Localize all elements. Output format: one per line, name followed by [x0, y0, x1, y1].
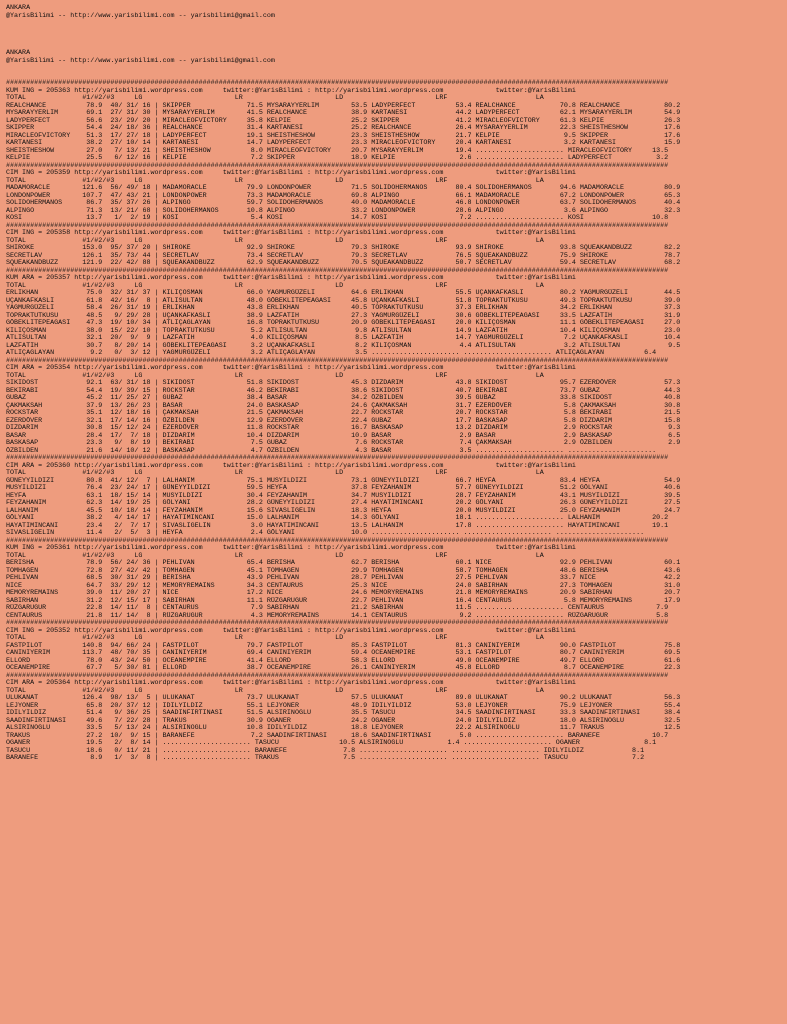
- horse-row: MEMORYREMAINS 39.0 11/ 20/ 27 | NICE 17.2 NICE 24.6 MEMORYREMAINS 21.8 MEMORYREMAINS 20.9 SABIRHAN 20.7: [6, 589, 681, 597]
- column-header-line: TOTAL #1/#2/#3 LG LR LD LRF LA: [6, 551, 544, 560]
- section-divider: #####################################################################################################################################################################: [6, 619, 669, 627]
- section-divider: #####################################################################################################################################################################: [6, 356, 669, 365]
- horse-row: GÖBEKLITEPEAGASI 47.3 19/ 10/ 34 | ATLIÇAGLAYAN 16.8 TOPRAKTUTKUSU 20.9 GÖBEKLITEPEAGASI 20.0 KILIÇOSMAN 11.1 GÖBEKLITEPEAGASI 27.0: [6, 319, 681, 327]
- horse-row: LONDONPOWER 107.7 47/ 43/ 21 | LONDONPOWER 73.3 MADAMORACLE 69.8 ALPINGO 66.1 MADAMORACLE 67.2 LONDONPOWER 65.3: [6, 191, 681, 200]
- horse-row: MYSARAYYERLIM 69.1 27/ 31/ 30 | MYSARAYYERLIM 41.5 REALCHANCE 38.9 KARTANESI 44.2 LADYPERFECT 62.1 MYSARAYYERLIM 54.9: [6, 109, 681, 117]
- horse-row: LEJYONER 65.8 20/ 37/ 12 | IDILYILDIZ 55.1 LEJYONER 48.9 IDILYILDIZ 53.0 LEJYONER 75.9 LEJYONER 55.4: [6, 701, 681, 710]
- horse-row: SOLIDOHERMANOS 86.7 35/ 37/ 26 | ALPINGO 59.7 SOLIDOHERMANOS 40.0 MADAMORACLE 46.8 LONDONPOWER 63.7 SOLIDOHERMANOS 40.4: [6, 199, 681, 207]
- race-header-line: KUM ING = 205361 http://yarisbilimi.wordpress.com twitter:@YarisBilimi : http://yarisbilimi.wordpress.com twitter:@YarisBilimi: [6, 544, 576, 552]
- horse-row: BERISHA 78.9 56/ 24/ 36 | PEHLIVAN 65.4 BERISHA 62.7 BERISHA 60.1 NICE 92.9 PEHLIVAN 60.1: [6, 559, 681, 567]
- section-divider: #####################################################################################################################################################################: [6, 536, 669, 545]
- section-divider: #####################################################################################################################################################################: [6, 454, 669, 462]
- race-header-line: KUM ARA = 205357 http://yarisbilimi.wordpress.com twitter:@YarisBilimi : http://yarisbilimi.wordpress.com twitter:@YarisBilimi: [6, 274, 576, 282]
- horse-row: ERLIKHAN 75.0 32/ 31/ 37 | KILIÇOSMAN 66.0 YAGMURGÜZELI 64.6 ERLIKHAN 55.5 UÇANKAFKASLI 80.2 YAGMURGÜZELI 44.5: [6, 289, 681, 297]
- horse-row: YAGMURGÜZELI 58.4 26/ 31/ 19 | ERLIKHAN 43.8 ERLIKHAN 40.5 TOPRAKTUTKUSU 37.3 ERLIKHAN 34.2 ERLIKHAN 37.3: [6, 304, 681, 312]
- section-divider: #####################################################################################################################################################################: [6, 671, 669, 680]
- horse-row: LAZFATIH 30.7 8/ 20/ 14 | GÖBEKLITEPEAGASI 3.2 UÇANKAFKASLI 8.2 KILIÇOSMAN 4.4 ATLISULTAN 3.2 ATLISULTAN 9.5: [6, 341, 681, 350]
- section-divider: #####################################################################################################################################################################: [6, 221, 669, 230]
- horse-row: NICE 64.7 33/ 29/ 12 | MEMORYREMAINS 34.3 CENTAURUS 25.3 NICE 24.0 SABIRHAN 27.3 TOMHAGEN 31.0: [6, 581, 681, 590]
- horse-row: CENTAURUS 21.8 11/ 14/ 8 | RÜZGARUGUR 4.3 MEMORYREMAINS 14.1 CENTAURUS 9.2 ...................... RÜZGARUGUR 5.8: [6, 611, 669, 620]
- horse-row: PEHLIVAN 68.5 30/ 31/ 29 | BERISHA 43.9 PEHLIVAN 28.7 PEHLIVAN 27.5 PEHLIVAN 33.7 NICE 42.2: [6, 574, 681, 582]
- column-header-line: TOTAL #1/#2/#3 LG LR LD LRF LA: [6, 236, 544, 245]
- horse-row: HEYFA 63.1 18/ 15/ 14 | MUSYILDIZI 30.4 FEYZAHANIM 34.7 MUSYILDIZI 28.7 FEYZAHANIM 43.1 MUSYILDIZI 39.5: [6, 491, 681, 500]
- column-header-line: TOTAL #1/#2/#3 LG LR LD LRF LA: [6, 176, 544, 185]
- blank-line: [6, 28, 680, 36]
- horse-row: BASKASAP 23.3 9/ 8/ 19 | BEKIRABI 7.5 GUBAZ 7.6 ROCKSTAR 7.4 ÇAKMAKSAH 2.9 ÖZBILDEN 2.9: [6, 439, 681, 447]
- horse-row: GUBAZ 45.2 11/ 25/ 27 | GUBAZ 38.4 BASAR 34.2 ÖZBILDEN 39.5 GUBAZ 33.8 SIKIDOST 40.8: [6, 394, 681, 402]
- section-divider: #####################################################################################################################################################################: [6, 79, 669, 87]
- horse-row: MADAMORACLE 121.6 56/ 49/ 18 | MADAMORACLE 79.9 LONDONPOWER 71.5 SOLIDOHERMANOS 80.4 SOLIDOHERMANOS 94.6 MADAMORACLE 80.9: [6, 184, 681, 192]
- blank-line: [6, 43, 680, 51]
- horse-row: FASTPILOT 140.8 94/ 66/ 24 | FASTPILOT 79.7 FASTPILOT 85.3 FASTPILOT 81.3 CANINIYERIM 90.0 FASTPILOT 75.8: [6, 641, 681, 650]
- column-header-line: TOTAL #1/#2/#3 LG LR LD LRF LA: [6, 686, 544, 695]
- horse-row: ULUKANAT 126.4 98/ 13/ 5 | ULUKANAT 73.7 ULUKANAT 57.5 ULUKANAT 89.0 ULUKANAT 90.2 ULUKANAT 56.3: [6, 694, 681, 702]
- horse-row: SKIPPER 54.4 24/ 18/ 36 | REALCHANCE 31.4 KARTANESI 25.2 REALCHANCE 26.4 MYSARAYYERLIM 22.3 SHEISTHESHOW 17.6: [6, 124, 681, 132]
- contact-line: @YarisBilimi -- http://www.yarisbilimi.com -- yarisbilimi@gmail.com: [6, 11, 275, 20]
- contact-line: @YarisBilimi -- http://www.yarisbilimi.com -- yarisbilimi@gmail.com: [6, 56, 275, 65]
- horse-row: RÜZGARUGUR 22.8 14/ 11/ 8 | CENTAURUS 7.9 SABIRHAN 21.2 SABIRHAN 11.5 ...................... CENTAURUS 7.9: [6, 604, 669, 612]
- horse-row: TASUCU 18.6 0/ 11/ 21 | ...................... BARANEFE 7.8 ...................... ...................... IDILYILDIZ 8.1: [6, 746, 645, 755]
- horse-row: ÖZBILDEN 21.6 14/ 10/ 12 | BASKASAP 4.7 ÖZBILDEN 4.3 BASAR 3.5 ...................... ......................: [6, 446, 657, 455]
- horse-row: TRAKUS 27.2 10/ 9/ 15 | BARANEFE 7.2 SAADINFIRTINASI 18.6 SAADINFIRTINASI 5.0 ...................... BARANEFE 10.7: [6, 731, 669, 740]
- city-title: ANKARA: [6, 4, 31, 12]
- horse-row: HAYATIMINCANI 23.4 2/ 7/ 17 | SIVASLIGELIN 3.0 HAYATIMINCANI 13.5 LALHANIM 17.8 ...................... HAYATIMINCANI 19.1: [6, 521, 669, 530]
- column-header-line: TOTAL #1/#2/#3 LG LR LD LRF LA: [6, 94, 544, 102]
- horse-row: ALSIRINOGLU 33.5 5/ 13/ 24 | ALSIRINOGLU 10.8 IDILYILDIZ 18.8 LEJYONER 22.2 ALSIRINOGLU 11.7 TRAKUS 12.5: [6, 724, 681, 732]
- horse-row: ATLISULTAN 32.1 20/ 9/ 9 | LAZFATIH 4.0 KILIÇOSMAN 8.5 LAZFATIH 14.7 YAGMURGÜZELI 7.2 UÇANKAFKASLI 10.4: [6, 334, 681, 342]
- horse-row: TOMHAGEN 72.8 27/ 42/ 42 | TOMHAGEN 45.1 TOMHAGEN 29.9 TOMHAGEN 58.7 TOMHAGEN 48.6 BERISHA 43.6: [6, 566, 681, 575]
- horse-row: ROCKSTAR 35.1 12/ 18/ 16 | ÇAKMAKSAH 21.5 ÇAKMAKSAH 22.7 ROCKSTAR 20.7 ROCKSTAR 5.8 BEKIRABI 21.5: [6, 409, 681, 417]
- race-header-line: CIM ING = 205359 http://yarisbilimi.wordpress.com twitter:@YarisBilimi : http://yarisbilimi.wordpress.com twitter:@YarisBilimi: [6, 169, 576, 177]
- horse-row: OCEANEMPIRE 67.7 5/ 30/ 81 | ELLORD 38.7 OCEANEMPIRE 26.1 CANINIYERIM 45.8 ELLORD 8.7 OCEANEMPIRE 22.3: [6, 664, 681, 672]
- horse-row: MUSYILDIZI 76.4 23/ 24/ 17 | GÜNEYYILDIZI 59.5 HEYFA 37.8 FEYZAHANIM 57.7 GÜNEYYILDIZI 51.2 GÖLYANI 40.6: [6, 484, 681, 492]
- horse-row: ELLORD 78.0 43/ 24/ 50 | OCEANEMPIRE 41.4 ELLORD 58.3 ELLORD 49.0 OCEANEMPIRE 49.7 ELLORD 61.6: [6, 656, 681, 665]
- race-header-line: CIM ARA = 205354 http://yarisbilimi.wordpress.com twitter:@YarisBilimi : http://yarisbilimi.wordpress.com twitter:@YarisBilimi: [6, 364, 576, 372]
- horse-row: FEYZAHANIM 62.3 14/ 19/ 25 | GÖLYANI 28.2 GÜNEYYILDIZI 27.4 HAYATIMINCANI 20.2 GÖLYANI 26.3 GÜNEYYILDIZI 27.5: [6, 499, 681, 507]
- horse-row: BEKIRABI 54.4 19/ 39/ 15 | ROCKSTAR 46.2 BEKIRABI 38.6 SIKIDOST 40.7 BEKIRABI 73.7 GUBAZ 44.3: [6, 386, 681, 395]
- blank-line: [6, 20, 680, 28]
- horse-row: GÜNEYYILDIZI 80.8 41/ 12/ 7 | LALHANIM 75.1 MUSYILDIZI 73.1 GÜNEYYILDIZI 66.7 HEYFA 83.4 HEYFA 54.9: [6, 476, 681, 485]
- race-results-document: [6, 5, 680, 763]
- race-header-line: CIM ARA = 205364 http://yarisbilimi.wordpress.com twitter:@YarisBilimi : http://yarisbilimi.wordpress.com twitter:@YarisBilimi: [6, 679, 576, 687]
- race-header-line: CIM ARA = 205360 http://yarisbilimi.wordpress.com twitter:@YarisBilimi : http://yarisbilimi.wordpress.com twitter:@YarisBilimi: [6, 461, 576, 470]
- horse-row: LALHANIM 45.5 10/ 18/ 14 | FEYZAHANIM 15.6 SIVASLIGELIN 18.3 HEYFA 20.0 MUSYILDIZI 25.0 FEYZAHANIM 24.7: [6, 506, 681, 515]
- race-header-line: CIM ING = 205358 http://yarisbilimi.wordpress.com twitter:@YarisBilimi : http://yarisbilimi.wordpress.com twitter:@YarisBilimi: [6, 229, 576, 237]
- section-divider: #####################################################################################################################################################################: [6, 161, 669, 170]
- horse-row: ALPINGO 71.3 13/ 21/ 68 | SOLIDOHERMANOS 10.8 ALPINGO 33.2 LONDONPOWER 28.6 ALPINGO 3.6 ALPINGO 32.3: [6, 206, 681, 215]
- column-header-line: TOTAL #1/#2/#3 LG LR LD LRF LA: [6, 469, 544, 477]
- horse-row: KOSI 13.7 1/ 2/ 19 | KOSI 5.4 KOSI 14.7 KOSI 7.2 ...................... KOSI 10.8: [6, 214, 669, 222]
- race-header-line: CIM ING = 205352 http://yarisbilimi.wordpress.com twitter:@YarisBilimi : http://yarisbilimi.wordpress.com twitter:@YarisBilimi: [6, 626, 576, 635]
- horse-row: REALCHANCE 78.9 40/ 31/ 16 | SKIPPER 71.5 MYSARAYYERLIM 53.5 LADYPERFECT 53.4 REALCHANCE 70.8 REALCHANCE 80.2: [6, 101, 681, 110]
- horse-row: ÇAKMAKSAH 37.9 13/ 26/ 23 | BASAR 24.0 BASKASAP 24.6 ÇAKMAKSAH 31.7 EZERDÖVER 5.8 ÇAKMAKSAH 30.8: [6, 401, 681, 410]
- horse-row: GÖLYANI 38.2 4/ 14/ 17 | HAYATIMINCANI 15.0 LALHANIM 14.3 GÖLYANI 18.1 ...................... LALHANIM 20.2: [6, 514, 669, 522]
- horse-row: SHEISTHESHOW 27.0 7/ 13/ 21 | SHEISTHESHOW 8.0 MIRACLEOFVICTORY 20.7 MYSARAYYERLIM 19.4 ...................... MIRACLEOFVICTORY 13.5: [6, 146, 669, 155]
- horse-row: BASAR 28.4 17/ 7/ 18 | DIZDARIM 10.4 DIZDARIM 10.9 BASAR 2.9 BASAR 2.9 BASKASAP 6.5: [6, 431, 681, 440]
- horse-row: UÇANKAFKASLI 61.8 42/ 16/ 8 | ATLISULTAN 48.0 GÖBEKLITEPEAGASI 45.8 UÇANKAFKASLI 51.8 TOPRAKTUTKUSU 49.3 TOPRAKTUTKUSU 39.0: [6, 296, 681, 305]
- horse-row: SHIROKE 153.0 95/ 37/ 20 | SHIROKE 92.9 SHIROKE 79.3 SHIROKE 93.9 SHIROKE 93.8 SQUEAKANDBUZZ 82.2: [6, 244, 681, 252]
- column-header-line: TOTAL #1/#2/#3 LG LR LD LRF LA: [6, 371, 544, 380]
- city-title: ANKARA: [6, 49, 31, 57]
- horse-row: KARTANESI 38.2 27/ 10/ 14 | KARTANESI 14.7 LADYPERFECT 23.3 MIRACLEOFVICTORY 20.4 KARTANESI 3.2 KARTANESI 15.9: [6, 139, 681, 147]
- column-header-line: TOTAL #1/#2/#3 LG LR LD LRF LA: [6, 281, 544, 290]
- horse-row: SQUEAKANDBUZZ 121.9 22/ 42/ 88 | SQUEAKANDBUZZ 62.9 SQUEAKANDBUZZ 70.5 SQUEAKANDBUZZ 50.7 SECRETLAV 59.4 SECRETLAV 68.2: [6, 259, 681, 267]
- horse-row: KILIÇOSMAN 38.0 15/ 22/ 10 | TOPRAKTUTKUSU 5.2 ATLISULTAN 9.8 ATLISULTAN 14.9 LAZFATIH 10.4 KILIÇOSMAN 23.0: [6, 326, 681, 335]
- horse-row: SIKIDOST 92.1 63/ 31/ 18 | SIKIDOST 51.8 SIKIDOST 45.3 DIZDARIM 43.8 SIKIDOST 95.7 EZERDÖVER 57.3: [6, 379, 681, 387]
- blank-line: [6, 65, 680, 73]
- horse-row: IDILYILDIZ 51.4 9/ 36/ 25 | SAADINFIRTINASI 51.5 ALSIRINOGLU 35.5 TASUCU 34.5 SAADINFIRTINASI 33.3 SAADINFIRTINASI 38.4: [6, 709, 681, 717]
- horse-row: TOPRAKTUTKUSU 48.5 9/ 29/ 28 | UÇANKAFKASLI 38.9 LAZFATIH 27.3 YAGMURGÜZELI 30.6 GÖBEKLITEPEAGASI 33.5 LAZFATIH 31.9: [6, 311, 681, 320]
- horse-row: SABIRHAN 31.2 12/ 15/ 17 | SABIRHAN 11.1 RÜZGARUGUR 22.7 PEHLIVAN 16.4 CENTAURUS 5.8 MEMORYREMAINS 17.9: [6, 596, 681, 605]
- horse-row: KELPIE 25.5 6/ 12/ 16 | KELPIE 7.2 SKIPPER 18.9 KELPIE 2.6 ...................... LADYPERFECT 3.2: [6, 154, 669, 162]
- blank-line: [6, 35, 680, 43]
- horse-row: ATLIÇAGLAYAN 9.2 0/ 3/ 12 | YAGMURGÜZELI 3.2 ATLIÇAGLAYAN 3.5 ...................... ...................... ATLIÇAGLAYAN 6.4: [6, 349, 657, 357]
- horse-row: CANINIYERIM 113.7 48/ 70/ 35 | CANINIYERIM 69.4 CANINIYERIM 59.4 OCEANEMPIRE 53.1 FASTPILOT 80.7 CANINIYERIM 69.5: [6, 649, 681, 657]
- column-header-line: TOTAL #1/#2/#3 LG LR LD LRF LA: [6, 634, 544, 642]
- horse-row: DIZDARIM 30.8 15/ 12/ 24 | EZERDÖVER 11.8 ROCKSTAR 16.7 BASKASAP 13.2 DIZDARIM 2.9 ROCKSTAR 9.3: [6, 424, 681, 432]
- horse-row: SECRETLAV 126.1 35/ 73/ 44 | SECRETLAV 73.4 SECRETLAV 79.3 SECRETLAV 76.5 SQUEAKANDBUZZ 75.9 SHIROKE 78.7: [6, 251, 681, 260]
- horse-row: LADYPERFECT 56.6 23/ 29/ 20 | MIRACLEOFVICTORY 35.8 KELPIE 25.2 SKIPPER 41.2 MIRACLEOFVICTORY 61.3 KELPIE 26.3: [6, 116, 681, 125]
- horse-row: EZERDÖVER 32.1 17/ 14/ 16 | ÖZBILDEN 12.9 EZERDÖVER 22.4 GUBAZ 17.7 BASKASAP 5.8 DIZDARIM 15.8: [6, 416, 681, 425]
- race-header-line: KUM ING = 205363 http://yarisbilimi.wordpress.com twitter:@YarisBilimi : http://yarisbilimi.wordpress.com twitter:@YarisBilimi: [6, 86, 576, 95]
- horse-row: BARANEFE 8.9 1/ 3/ 8 | ...................... TRAKUS 7.5 ...................... ...................... TASUCU 7.2: [6, 754, 645, 762]
- horse-row: SIVASLIGELIN 11.4 2/ 5/ 3 | HEYFA 2.4 GÖLYANI 10.0 ...................... ...................... ......................: [6, 529, 645, 537]
- section-divider: #####################################################################################################################################################################: [6, 266, 669, 275]
- horse-row: OGANER 19.5 2/ 8/ 14 | ...................... TASUCU 10.5 ALSIRINOGLU 1.4 ...................... OGANER 8.1: [6, 739, 657, 747]
- horse-row: MIRACLEOFVICTORY 51.3 17/ 27/ 18 | LADYPERFECT 19.1 SHEISTHESHOW 23.3 SHEISTHESHOW 21.7 KELPIE 9.5 SKIPPER 17.6: [6, 131, 681, 140]
- horse-row: SAADINFIRTINASI 49.6 7/ 22/ 28 | TRAKUS 30.9 OGANER 24.2 OGANER 24.0 IDILYILDIZ 18.0 ALSIRINOGLU 32.5: [6, 716, 681, 725]
